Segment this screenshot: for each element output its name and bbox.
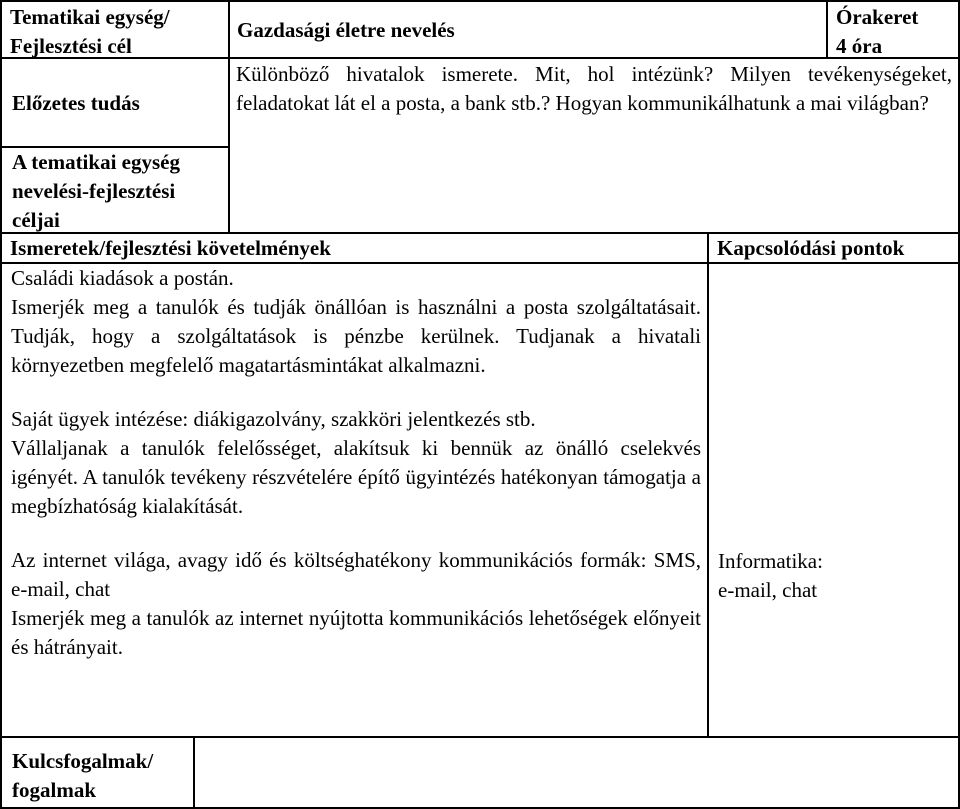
connection-detail: e-mail, chat [718,578,818,602]
rule-orakeret-column [826,0,828,59]
requirements-block3-text: Az internet világa, avagy idő és költséghatékony kommunikációs formák: SMS, e-mail, chat [11,548,701,601]
requirements-block1-text: Ismerjék meg a tanulók és tudják önállóan is használni a posta szolgáltatásait. Tudják, hogy a szolgáltatások is pénzbe kerülnek. Tudjanak a hivatali környezetben megfelelő magatartásmintákat alkalmazni. [11,295,701,377]
goals-label [12,148,222,235]
goals-label-line3: céljai [12,208,60,232]
requirements-block2-title: Saját ügyek intézése: diákigazolvány, szakköri jelentkezés stb. [11,407,536,431]
requirements-heading: Ismeretek/fejlesztési követelmények [10,236,331,260]
goals-label-line2: nevelési-fejlesztési [12,179,176,203]
unit-label [10,3,222,61]
hours-label: Órakeret [836,5,919,29]
requirements-block1-title: Családi kiadások a postán. [11,266,234,290]
rule-left [0,0,2,809]
goals-label-line1: A tematikai egység [12,150,180,174]
connections-heading: Kapcsolódási pontok [717,236,905,260]
unit-title: Gazdasági életre nevelés [237,18,455,42]
rule-top [0,0,960,2]
connection-subject: Informatika: [718,549,823,573]
hours-cell [836,3,954,61]
rule-keywords-column [193,736,195,809]
keywords-label-line2: fogalmak [12,778,96,802]
rule-connections-column [707,232,709,738]
requirements-block2-text: Vállaljanak a tanulók felelősséget, alakítsuk ki bennük az önálló cselekvés igényét. A tanulók tevékeny részvételére építő ügyintézés hatékonyan támogatja a megbízhatóság kialakítását. [11,436,701,518]
hours-value: 4 óra [836,34,883,58]
unit-label-line2: Fejlesztési cél [10,34,132,58]
requirements-block4-text: Ismerjék meg a tanulók az internet nyújtotta kommunikációs lehetőségek előnyeit és hátrányait. [11,606,701,659]
connection-item [718,547,954,605]
rule-label-column [228,0,230,234]
keywords-label-line1: Kulcsfogalmak/ [12,749,154,773]
keywords-label [12,747,190,805]
requirements-body [11,264,701,662]
prior-knowledge-label: Előzetes tudás [12,91,140,115]
unit-label-line1: Tematikai egység/ [10,5,170,29]
rule-after-requirements [0,736,960,738]
prior-knowledge-text: Különböző hivatalok ismerete. Mit, hol intézünk? Milyen tevékenységeket, feladatokat lát el a posta, a bank stb.? Hogyan kommunikálhatunk a mai világban? [236,62,952,115]
